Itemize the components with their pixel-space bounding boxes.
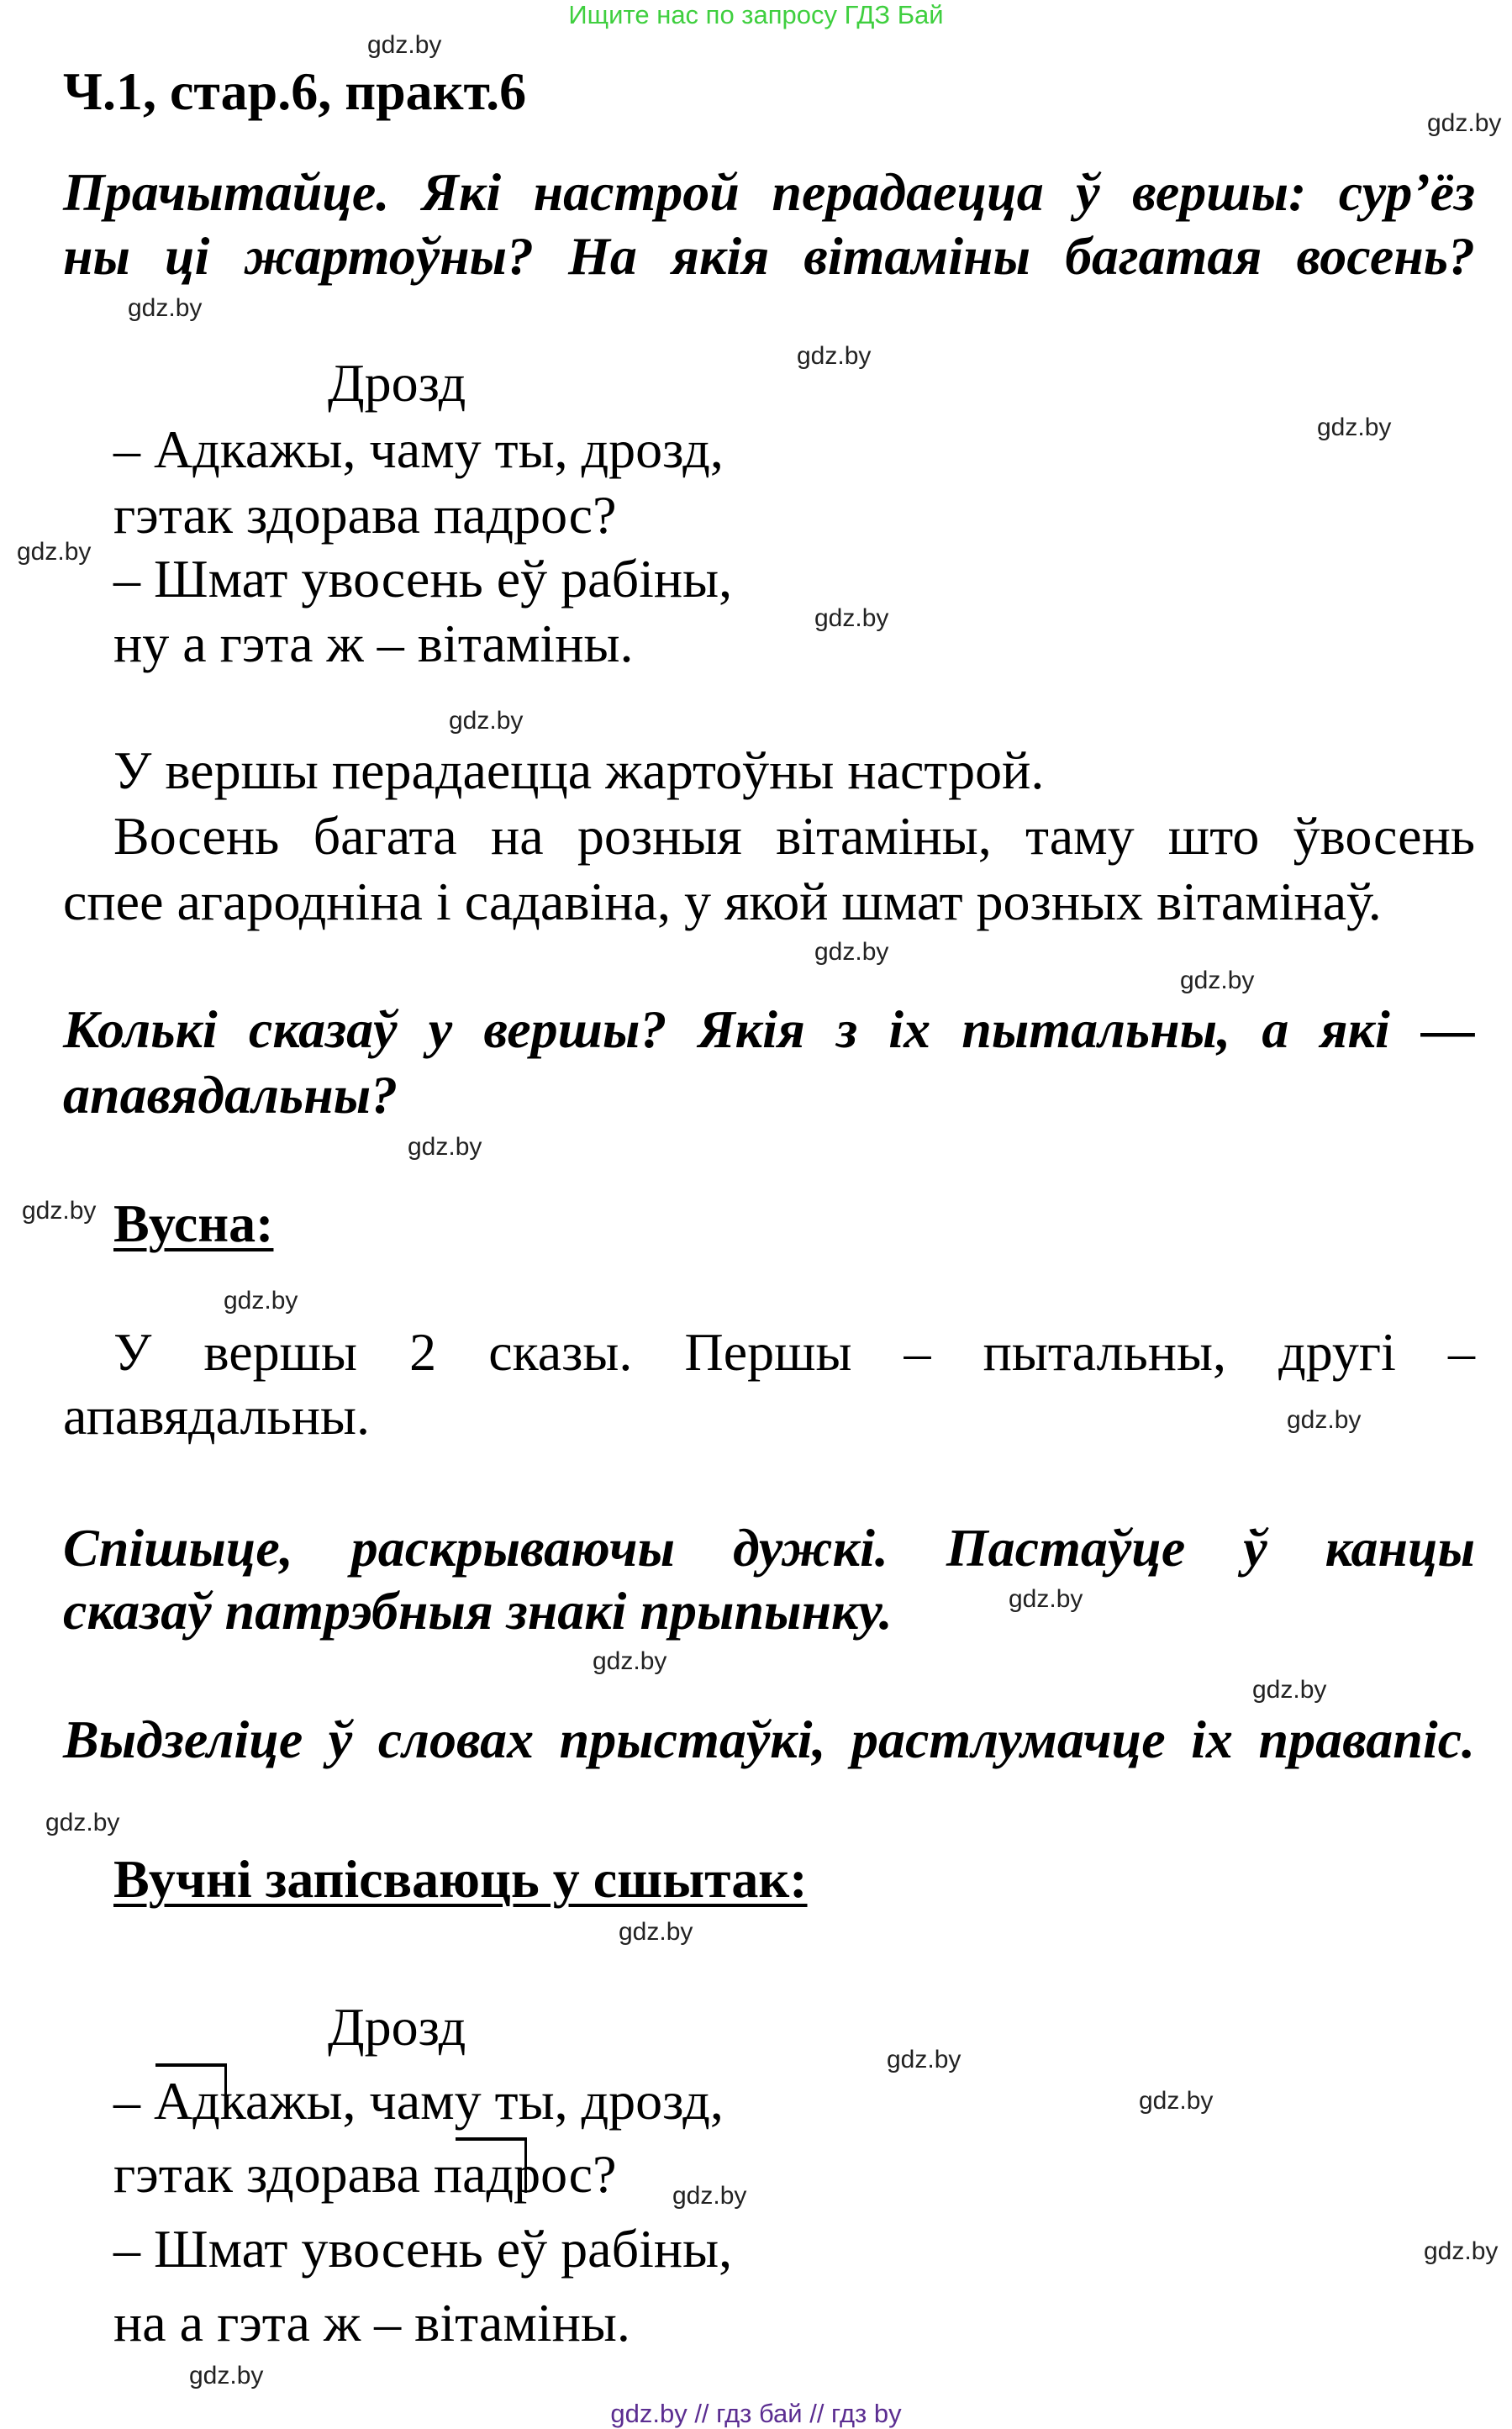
watermark: gdz.by <box>1009 1585 1083 1613</box>
watermark: gdz.by <box>1180 967 1255 994</box>
poem2-line: гэтак здорава падрос? <box>113 2144 617 2204</box>
poem2-line: на а гэта ж – вітаміны. <box>113 2293 630 2353</box>
task2-line: Колькі сказаў у вершы? Якія з іх пытальны, а які — <box>63 999 1475 1059</box>
page-title: Ч.1, стар.6, практ.6 <box>63 61 527 121</box>
task4-line: Выдзеліце ў словах прыстаўкі, растлумачце іх правапіс. <box>63 1710 1475 1769</box>
answer1-line: Восень багата на розныя вітаміны, таму што ўвосень <box>113 806 1475 866</box>
poem2-title: Дрозд <box>328 1997 466 2057</box>
poem-line: – Шмат увосень еў рабіны, <box>113 549 733 609</box>
watermark: gdz.by <box>887 2046 961 2073</box>
answer2-line: апавядальны. <box>63 1386 370 1446</box>
answer2-line: У вершы 2 сказы. Першы – пытальны, другі – <box>113 1322 1475 1382</box>
watermark: gdz.by <box>224 1287 298 1315</box>
watermark: gdz.by <box>17 538 92 566</box>
watermark: gdz.by <box>619 1918 693 1946</box>
task3-line: сказаў патрэбныя знакі прыпынку. <box>63 1581 893 1641</box>
watermark: gdz.by <box>45 1809 120 1836</box>
watermark: gdz.by <box>814 604 889 632</box>
prefix-mark <box>155 2063 227 2113</box>
watermark: gdz.by <box>367 31 442 59</box>
poem2-line: – Адкажы, чаму ты, дрозд, <box>113 2071 724 2131</box>
poem-title: Дрозд <box>328 353 466 413</box>
watermark: gdz.by <box>128 294 203 322</box>
task1-line: Прачытайце. Які настрой перадаецца ў вершы: сур’ёз <box>63 162 1475 222</box>
notebook-heading: Вучні запісваюць у сшытак: <box>113 1849 808 1909</box>
watermark: gdz.by <box>1427 109 1502 137</box>
watermark: gdz.by <box>1139 2087 1214 2115</box>
watermark: gdz.by <box>814 938 889 966</box>
watermark: gdz.by <box>1424 2237 1499 2265</box>
prefix-mark <box>456 2137 527 2193</box>
poem-line: – Адкажы, чаму ты, дрозд, <box>113 419 724 479</box>
task2-line: апавядальны? <box>63 1065 398 1125</box>
watermark: gdz.by <box>1287 1406 1362 1434</box>
poem2-line: – Шмат увосень еў рабіны, <box>113 2219 733 2279</box>
poem-line: гэтак здорава падрос? <box>113 485 617 545</box>
task1-line: ны ці жартоўны? На якія вітаміны багатая восень? <box>63 226 1475 286</box>
answer1-line: спее агародніна і садавіна, у якой шмат розных вітамінаў. <box>63 872 1382 931</box>
watermark: gdz.by <box>593 1647 667 1675</box>
watermark: gdz.by <box>22 1197 97 1225</box>
watermark: gdz.by <box>797 342 872 370</box>
watermark: gdz.by <box>1317 414 1392 441</box>
task3-line: Спішыце, раскрываючы дужкі. Пастаўце ў канцы <box>63 1518 1475 1578</box>
answer1-line: У вершы перадаецца жартоўны настрой. <box>113 740 1045 800</box>
footer-links[interactable]: gdz.by // гдз бай // гдз by <box>610 2399 902 2428</box>
poem-line: ну а гэта ж – вітаміны. <box>113 614 634 673</box>
watermark: gdz.by <box>672 2182 747 2210</box>
watermark: gdz.by <box>189 2362 264 2389</box>
oral-heading: Вусна: <box>113 1193 274 1253</box>
watermark: gdz.by <box>449 707 524 735</box>
watermark: gdz.by <box>1252 1676 1327 1704</box>
watermark: gdz.by <box>408 1133 482 1161</box>
search-banner[interactable]: Ищите нас по запросу ГДЗ Бай <box>568 0 944 29</box>
